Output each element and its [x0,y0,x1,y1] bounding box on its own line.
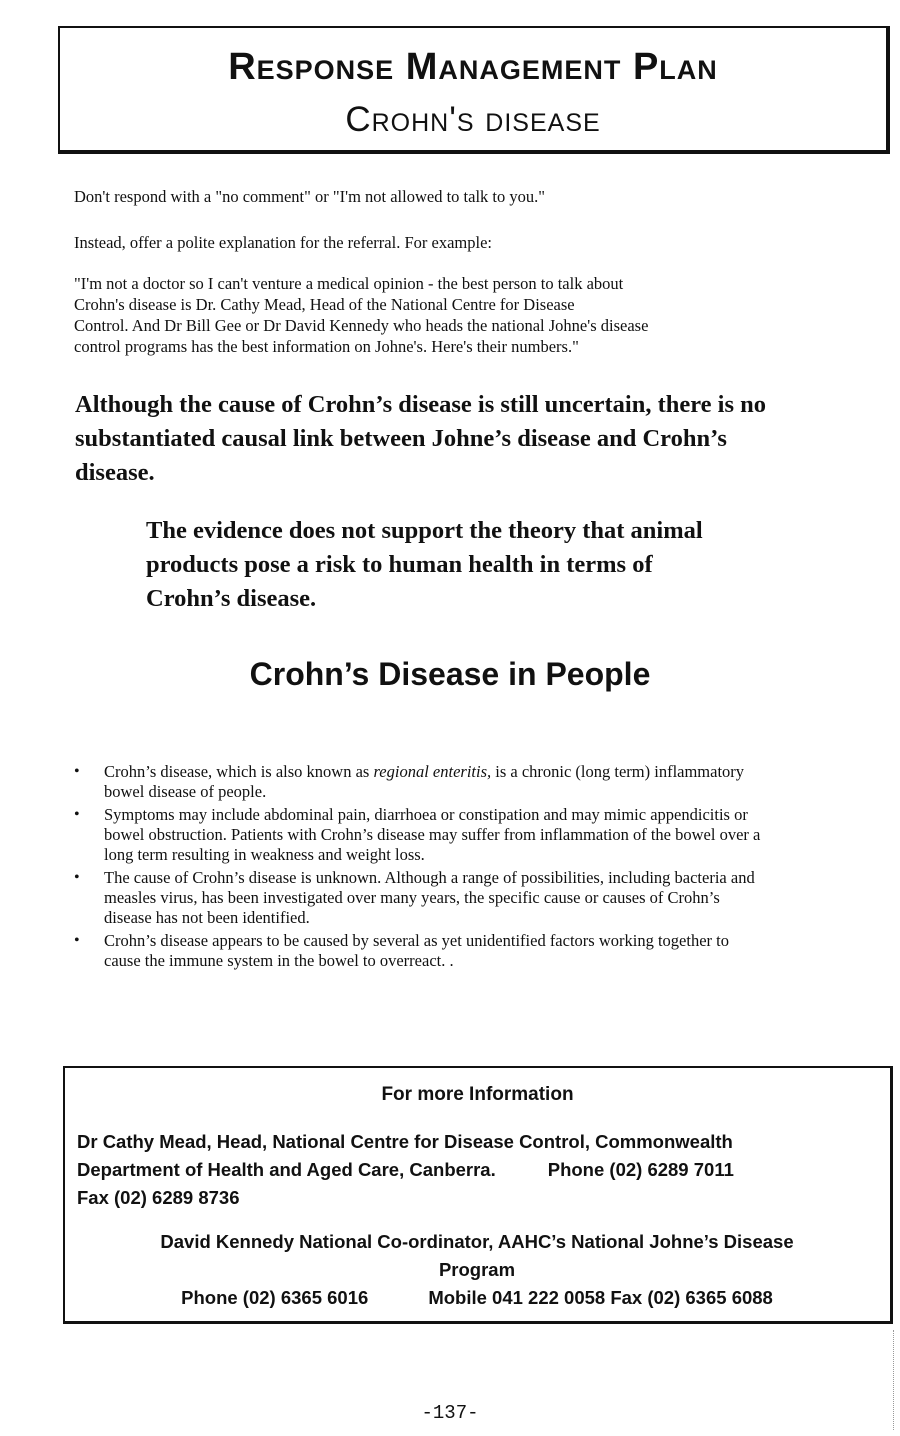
intro-paragraph-2: Instead, offer a polite explanation for the referral. For example: [74,233,492,252]
bullet-icon: • [74,869,80,886]
example-quote [74,273,864,357]
contact-phone: Phone (02) 6289 7011 [547,1159,734,1180]
contact-line: David Kennedy National Co-ordinator, AAHC’s National Johne’s Disease [160,1231,794,1252]
list-item-line: Symptoms may include abdominal pain, diarrhoea or constipation and may mimic appendicitis or [104,805,748,824]
info-box-title: For more Information [381,1084,574,1105]
quote-line: Control. And Dr Bill Gee or Dr David Kennedy who heads the national Johne's disease [74,316,649,335]
list-item [74,805,884,865]
quote-line: Crohn's disease is Dr. Cathy Mead, Head of the National Centre for Disease [74,295,575,314]
bullet-icon: • [74,932,80,949]
quote-line: control programs has the best information on Johne's. Here's their numbers." [74,337,579,356]
contact-info-box [63,1066,893,1324]
quote-line: "I'm not a doctor so I can't venture a medical opinion - the best person to talk about [74,274,624,293]
list-item-line: bowel obstruction. Patients with Crohn’s disease may suffer from inflammation of the bowel over a [104,825,761,844]
contact-cathy-mead [77,1128,877,1212]
list-item-line [104,762,884,782]
list-item-line: bowel disease of people. [104,782,267,801]
section-heading: Crohn’s Disease in People [249,656,651,692]
contact-mobile-fax: Mobile 041 222 0058 Fax (02) 6365 6088 [428,1287,773,1308]
italic-term: regional enteritis, [373,762,492,781]
key-statement-evidence [146,514,846,616]
contact-organisation: Department of Health and Aged Care, Canberra. [77,1159,496,1180]
list-item-text: is a chronic (long term) inflammatory [491,762,745,781]
contact-line [77,1284,877,1312]
list-item [74,868,884,928]
intro-paragraph-1: Don't respond with a "no comment" or "I'm not allowed to talk to you." [74,187,545,206]
list-item [74,762,884,802]
statement-line: disease. [75,459,155,486]
scan-edge-mark [893,1330,895,1430]
list-item-line: disease has not been identified. [104,908,310,927]
contact-fax: Fax (02) 6289 8736 [77,1187,240,1208]
contact-line: Dr Cathy Mead, Head, National Centre for Disease Control, Commonwealth [77,1131,733,1152]
list-item-line: long term resulting in weakness and weight loss. [104,845,425,864]
list-item-line: measles virus, has been investigated over many years, the specific cause or causes of Crohn’s [104,888,720,907]
list-item-line: Crohn’s disease appears to be caused by several as yet unidentified factors working together to [104,931,729,950]
contact-david-kennedy [77,1228,877,1312]
page-subtitle: Crohn's disease [345,100,601,139]
statement-line: substantiated causal link between Johne’s disease and Crohn’s [75,425,727,452]
contact-line: Program [438,1259,516,1280]
list-item-line: cause the immune system in the bowel to overreact. . [104,951,454,970]
statement-line: products pose a risk to human health in terms of [146,551,653,578]
list-item-text: Crohn’s disease, which is also known as [104,762,374,781]
title-box [58,26,890,154]
list-item-line: The cause of Crohn’s disease is unknown. Although a range of possibilities, including bacteria and [104,868,755,887]
statement-line: Although the cause of Crohn’s disease is still uncertain, there is no [75,391,767,418]
contact-phone: Phone (02) 6365 6016 [181,1287,369,1308]
page-title: Response Management Plan [228,46,718,88]
bullet-icon: • [74,763,80,780]
page-number: -137- [421,1402,479,1424]
statement-line: Crohn’s disease. [146,585,317,612]
statement-line: The evidence does not support the theory that animal [146,517,703,544]
contact-line [77,1156,877,1184]
key-statement-causal-link [75,388,875,490]
list-item [74,931,884,971]
bullet-icon: • [74,806,80,823]
crohns-facts-list [74,762,884,971]
